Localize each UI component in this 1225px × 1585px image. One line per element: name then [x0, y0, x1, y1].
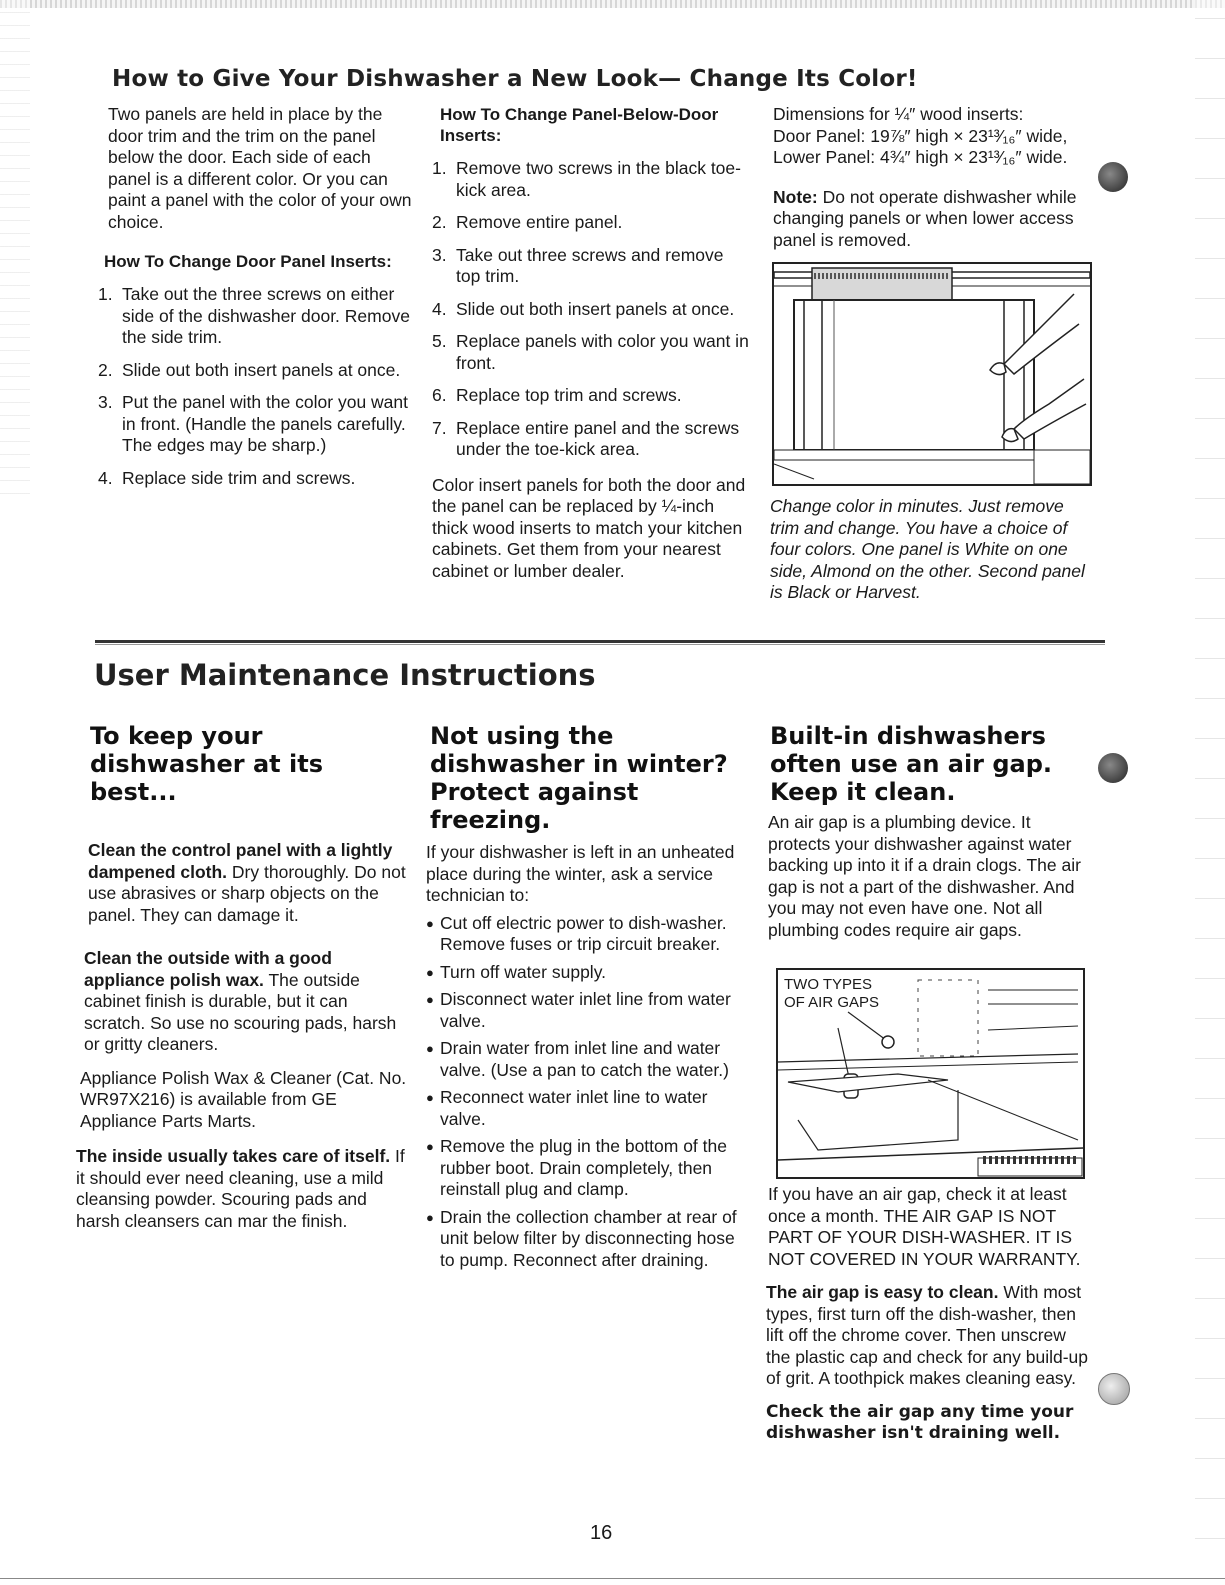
list-item: 2. Remove entire panel.	[432, 212, 623, 232]
binder-hole-bottom	[1098, 1373, 1130, 1405]
maintenance-title: User Maintenance Instructions	[94, 658, 596, 692]
binder-hole-top	[1098, 162, 1128, 192]
page-bottom-edge	[0, 1578, 1225, 1579]
control-panel-paragraph: Clean the control panel with a lightly dampened cloth. Dry thoroughly. Do not use abrasives or sharp objects on the panel. They can damage it.	[88, 840, 406, 925]
list-item: ● Remove the plug in the bottom of the rubber boot. Drain completely, then reinstall plug and clamp.	[426, 1136, 727, 1199]
scan-artifact-top	[0, 0, 1225, 8]
list-item: 7. Replace entire panel and the screws under the toe-kick area.	[432, 417, 740, 459]
list-item: 1. Remove two screws in the black toe-kick area.	[432, 158, 741, 200]
air-gap-intro: An air gap is a plumbing device. It protects your dishwasher against water backing up into it if a drain clogs. The air gap is not a part of the dishwasher. And you may not even have one. Not all plumbing codes require air gaps.	[768, 812, 1081, 940]
illustration-caption: Change color in minutes. Just remove trim and change. You have a choice of four colors. One panel is White on one side, Almond on the other. Second panel is Black or Harvest.	[770, 496, 1085, 602]
section-title-change-color: How to Give Your Dishwasher a New Look— Change Its Color!	[112, 66, 918, 92]
list-item: 5. Replace panels with color you want in front.	[432, 331, 749, 373]
winter-steps	[426, 913, 751, 1272]
air-gap-warning: If you have an air gap, check it at least once a month. THE AIR GAP IS NOT PART OF YOUR DISH-WASHER. IT IS NOT COVERED IN YOUR WARRANTY.	[768, 1184, 1081, 1269]
lower-panel-steps	[432, 158, 750, 461]
binder-hole-middle	[1098, 753, 1128, 783]
air-gap-column	[768, 722, 1088, 941]
air-gap-illustration	[776, 968, 1085, 1179]
list-item: 2. Slide out both insert panels at once.	[98, 359, 401, 380]
keep-best-column	[78, 722, 413, 1232]
air-gap-closing: Check the air gap any time your dishwasher isn't draining well.	[766, 1401, 1074, 1443]
winter-heading: Not using the dishwasher in winter? Protect against freezing.	[430, 722, 728, 834]
list-item: ● Turn off water supply.	[426, 961, 607, 982]
panel-change-illustration	[772, 262, 1092, 486]
outside-paragraph: Clean the outside with a good appliance polish wax. The outside cabinet finish is durable, but it can scratch. So use no scouring pads, harsh or gritty cleaners.	[84, 948, 397, 1054]
lower-panel-column	[432, 104, 750, 582]
section-divider	[95, 640, 1105, 643]
operation-note: Note: Do not operate dishwasher while changing panels or when lower access panel is removed.	[773, 186, 1077, 250]
dishwasher-door-drawing	[774, 264, 1090, 484]
inside-paragraph: The inside usually takes care of itself. If it should ever need cleaning, use a mild cleansing powder. Scouring pads and harsh cleansers can mar the finish.	[76, 1146, 405, 1231]
lower-panel-heading: How To Change Panel-Below-Door Inserts:	[440, 105, 719, 145]
section-divider-thin	[95, 644, 1105, 645]
polish-wax-paragraph: Appliance Polish Wax & Cleaner (Cat. No. WR97X216) is available from GE Appliance Parts Marts.	[80, 1067, 407, 1131]
winter-intro: If your dishwasher is left in an unheated place during the winter, ask a service technician to:	[426, 842, 735, 905]
list-item: 4. Replace side trim and screws.	[98, 467, 356, 488]
page-number: 16	[590, 1522, 613, 1544]
list-item: ● Drain the collection chamber at rear of unit below filter by disconnecting hose to pump. Reconnect after draining.	[426, 1206, 737, 1270]
list-item: 6. Replace top trim and screws.	[432, 385, 682, 405]
keep-best-heading: To keep your dishwasher at its best...	[90, 722, 323, 806]
list-item: ● Cut off electric power to dish-washer. Remove fuses or trip circuit breaker.	[426, 912, 727, 954]
list-item: 1. Take out the three screws on either side of the dishwasher door. Remove the side trim.	[98, 284, 410, 347]
door-panel-dimensions: Door Panel: 19⅞″ high × 23¹³⁄₁₆″ wide,	[773, 125, 1068, 146]
air-gap-figure-label: TWO TYPES OF AIR GAPS	[784, 976, 880, 1011]
list-item: ● Reconnect water inlet line to water valve.	[426, 1087, 708, 1129]
air-gap-heading: Built-in dishwashers often use an air gap. Keep it clean.	[770, 722, 1053, 806]
lower-panel-dimensions: Lower Panel: 4¾″ high × 23¹³⁄₁₆″ wide.	[773, 147, 1068, 167]
list-item: 3. Take out three screws and remove top trim.	[432, 244, 724, 286]
door-panel-steps	[98, 284, 413, 489]
air-gap-details	[768, 1184, 1088, 1445]
winter-column	[426, 722, 751, 1277]
air-gap-cleaning-paragraph: The air gap is easy to clean. With most types, first turn off the dish-washer, then lift off the chrome cover. Then unscrew the plastic cap and check for any build-up of grit. A toothpick makes cleaning easy.	[766, 1282, 1088, 1388]
dimensions-column	[773, 104, 1091, 251]
door-panel-heading: How To Change Door Panel Inserts:	[104, 252, 392, 271]
wood-insert-text: Color insert panels for both the door and the panel can be replaced by ¼-inch thick wood inserts to match your kitchen cabinets. Get them from your nearest cabinet or lumber dealer.	[432, 474, 746, 581]
dimensions-title: Dimensions for ¼″ wood inserts:	[773, 104, 1024, 124]
panel-intro-text: Two panels are held in place by the door trim and the trim on the panel below the door. Each side of each panel is a different color. Or you can paint a panel with the color of your own choice.	[108, 104, 412, 232]
list-item: 4. Slide out both insert panels at once.	[432, 298, 735, 319]
door-panel-column	[98, 104, 413, 500]
list-item: 3. Put the panel with the color you want in front. (Handle the panels carefully. The edges may be sharp.)	[98, 392, 409, 455]
list-item: ● Drain water from inlet line and water valve. (Use a pan to catch the water.)	[426, 1038, 729, 1080]
scan-artifact-left	[0, 0, 30, 500]
scan-artifact-right	[1195, 0, 1225, 1585]
list-item: ● Disconnect water inlet line from water valve.	[426, 989, 731, 1031]
